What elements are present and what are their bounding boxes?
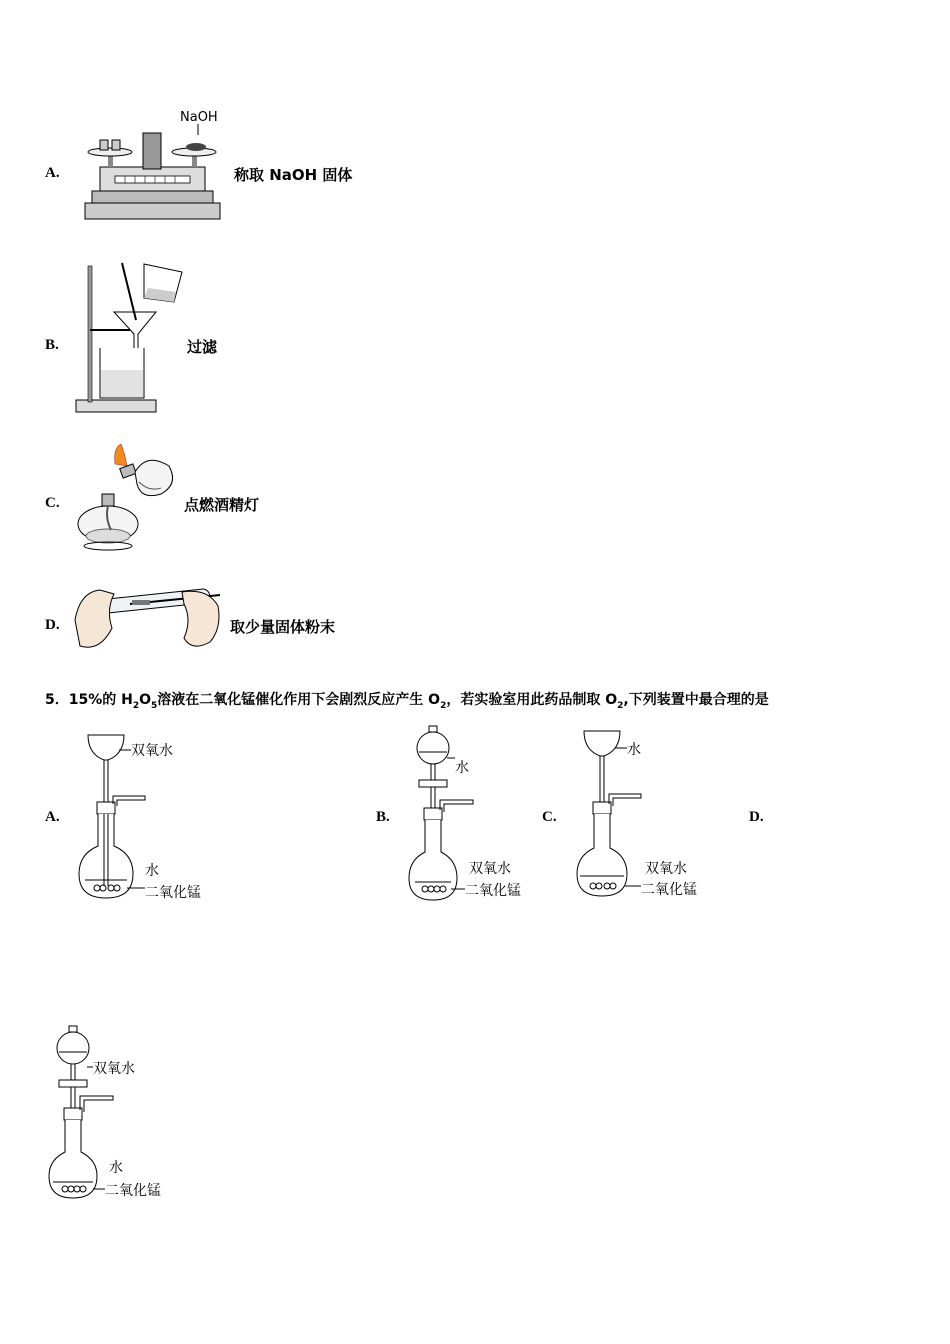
apparatus-d-label-bottom: 二氧化锰 <box>105 1183 161 1199</box>
alcohol-lamp-figure <box>75 444 185 554</box>
q5-number: 5． <box>45 692 69 708</box>
apparatus-b-label-mid: 双氧水 <box>469 861 511 877</box>
apparatus-d-label-mid: 水 <box>109 1160 123 1176</box>
apparatus-a-label-mid: 水 <box>145 863 159 879</box>
q4-option-d-letter: D. <box>45 617 60 633</box>
balance-figure <box>80 105 230 225</box>
apparatus-b-figure <box>405 722 545 904</box>
filtration-figure <box>72 258 197 418</box>
apparatus-a-label-top: 双氧水 <box>131 743 173 759</box>
apparatus-c-label-mid: 双氧水 <box>645 861 687 877</box>
q5-option-d-letter: D. <box>749 809 764 825</box>
apparatus-a-label-bottom: 二氧化锰 <box>145 885 201 901</box>
q4-option-c-caption: 点燃酒精灯 <box>184 496 260 514</box>
q4-option-b-letter: B. <box>45 337 59 353</box>
test-tube-figure <box>70 580 225 655</box>
q4-option-c-letter: C. <box>45 495 60 511</box>
apparatus-c-label-top: 水 <box>627 742 641 758</box>
apparatus-c-label-bottom: 二氧化锰 <box>641 882 697 898</box>
apparatus-a-figure <box>75 730 225 905</box>
apparatus-d-figure <box>45 1022 185 1204</box>
q5-option-b-letter: B. <box>376 809 390 825</box>
q4-option-b-caption: 过滤 <box>187 338 218 356</box>
apparatus-b-label-top: 水 <box>455 760 469 776</box>
apparatus-c-figure <box>575 726 720 904</box>
q4-option-a-caption: 称取 NaOH 固体 <box>234 166 353 184</box>
q5-stem: 5．15%的 $H_2O_5$溶液在二氧化锰催化作用下会剧烈反应产生 $O_2$，若实验室用此药品制取 $O_2$,下列装置中最合理的是 <box>45 692 769 711</box>
q4-option-a-letter: A. <box>45 165 60 181</box>
apparatus-b-label-bottom: 二氧化锰 <box>465 883 521 899</box>
apparatus-d-label-top: 双氧水 <box>93 1061 135 1077</box>
q4-option-d-caption: 取少量固体粉末 <box>230 618 336 636</box>
q5-option-c-letter: C. <box>542 809 557 825</box>
naoh-label: NaOH <box>180 110 218 125</box>
q5-option-a-letter: A. <box>45 809 60 825</box>
